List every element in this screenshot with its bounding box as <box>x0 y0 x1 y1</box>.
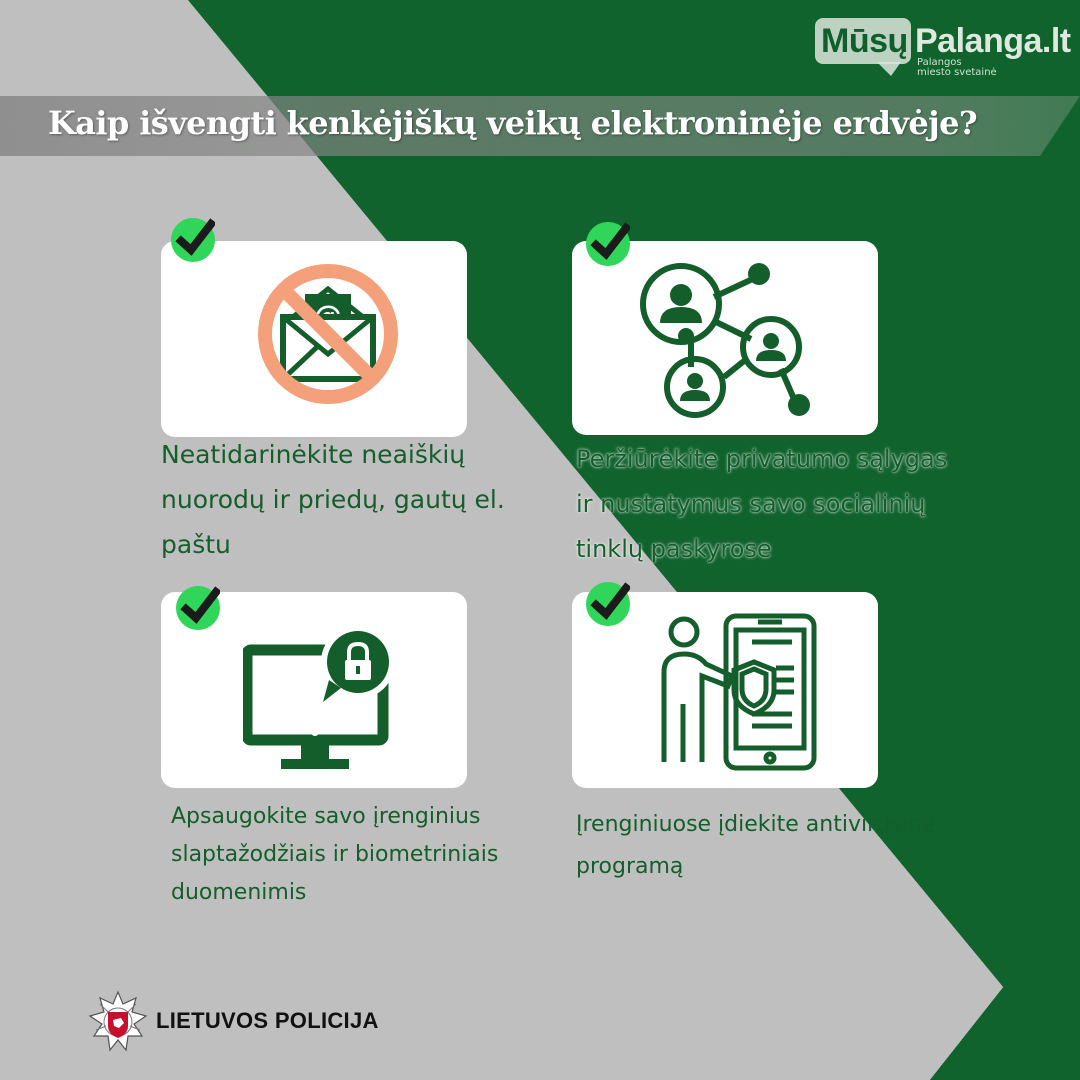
tip-text-device: Apsaugokite savo įrenginius slaptažodžiais ir biometriniais duomenimis <box>171 804 499 905</box>
checkmark-icon <box>586 222 630 266</box>
musu-palanga-logo[interactable] <box>815 18 1071 88</box>
org-name: LIETUVOS POLICIJA <box>156 1008 379 1033</box>
no-email-icon <box>253 259 403 409</box>
checkmark-icon <box>586 582 630 626</box>
tip-card-social <box>572 241 878 435</box>
tip-text-antivirus: Įrenginiuose įdiekite antivirusinę programą <box>576 812 936 879</box>
social-network-icon <box>636 259 826 421</box>
checkmark-icon <box>171 218 215 262</box>
page-title: Kaip išvengti kenkėjiškų veikų elektroninėje erdvėje? <box>48 104 977 142</box>
antivirus-phone-icon <box>654 612 824 772</box>
lietuvos-policija-logo <box>88 990 408 1056</box>
logo-text-palanga: Palanga.lt <box>915 22 1071 60</box>
tip-card-email <box>161 241 467 437</box>
police-star-emblem-icon <box>88 990 148 1054</box>
speech-bubble-tail <box>877 62 901 76</box>
logo-text-musu: Mūsų <box>821 22 908 60</box>
checkmark-icon <box>176 586 220 630</box>
tip-text-email: Neatidarinėkite neaiškių nuorodų ir priedų, gautų el. paštu <box>161 440 505 559</box>
locked-computer-icon <box>243 622 403 772</box>
tip-text-social: Peržiūrėkite privatumo sąlygas ir nustatymus savo socialinių tinklų paskyrose <box>576 445 948 563</box>
logo-tagline: Palangos miesto svetainė <box>917 57 997 78</box>
